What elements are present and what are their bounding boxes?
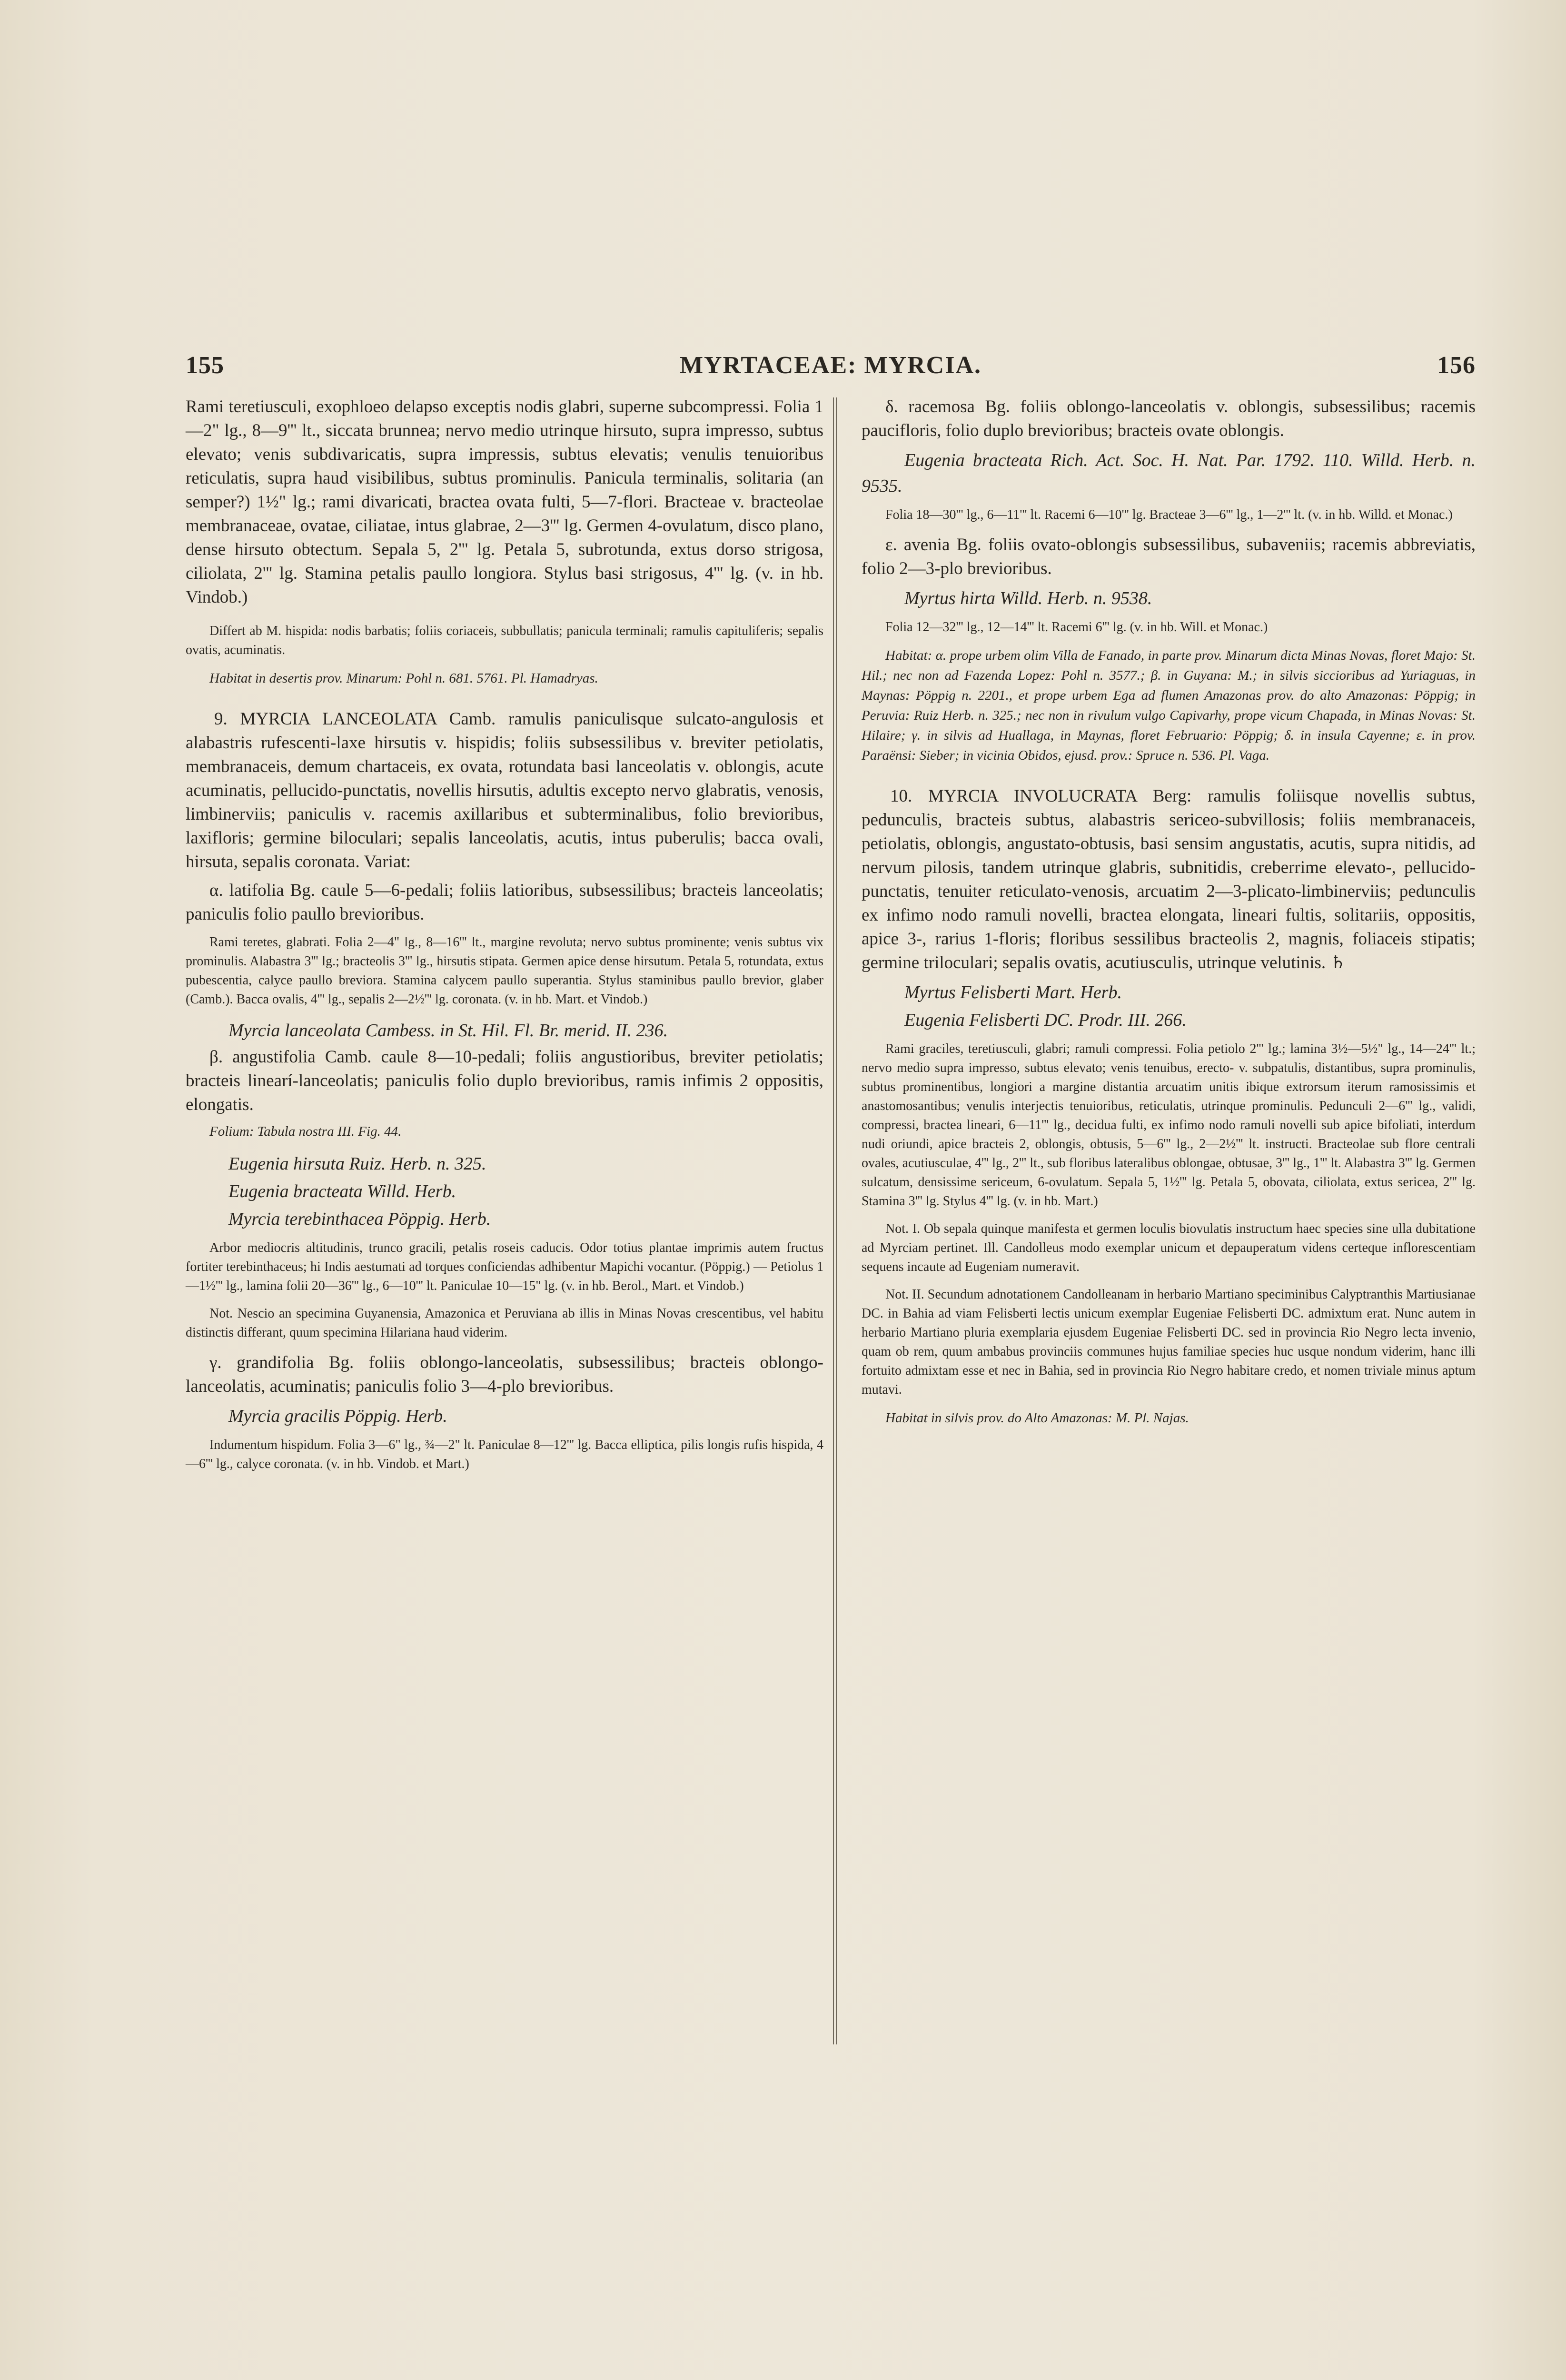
variety-latifolia: α. latifolia Bg. caule 5—6-pedali; foliis latioribus, subsessilibus; bracteis lanceolatis; paniculis folio paullo brevioribus. [186,881,823,924]
variety-avenia: ε. avenia Bg. foliis ovato-oblongis subsessilibus, subaveniis; racemis abbreviatis, folio 2—3-plo brevioribus. [862,535,1476,578]
synonym: Myrcia gracilis Pöppig. Herb. [228,1406,447,1426]
synonym: Myrcia lanceolata Cambess. in St. Hil. Fl. Br. merid. II. 236. [228,1021,668,1041]
synonym: Eugenia hirsuta Ruiz. Herb. n. 325. [228,1154,486,1174]
running-title: MYRTACEAE: MYRCIA. [679,352,982,379]
habitat-note: Habitat in desertis prov. Minarum: Pohl n. 681. 5761. Pl. Hamadryas. [209,671,598,686]
variety-description: Folia 12—32''' lg., 12—14''' lt. Racemi 6''' lg. (v. in hb. Will. et Monac.) [885,620,1268,635]
column-divider [833,397,837,2044]
synonym: Myrtus Felisberti Mart. Herb. [904,982,1122,1002]
note-paragraph: Not. Nescio an specimina Guyanensia, Amazonica et Peruviana ab illis in Minas Novas crescentibus, vel habitu distinctis differant, quum specimina Hilariana haud viderim. [186,1306,823,1340]
description-paragraph: Rami teretiusculi, exophloeo delapso exceptis nodis glabri, superne subcompressi. Folia 1—2" lg., 8—9''' lt., siccata brunnea; nervo medio utrinque hirsuto, supra impresso, subtus elevato; venis subdivaricatis, supra impressis, subtus elevatis; venulis tenuioribus reticulatis, supra haud visibilibus, subtus prominulis. Panicula terminalis, solitaria (an semper?) 1½" lg.; rami divaricati, bractea ovata fulti, 5—7-flori. Bracteae v. bracteolae membranaceae, ovatae, ciliatae, intus glabrae, 2—3''' lg. Germen 4-ovulatum, disco plano, dense hirsuto obtectum. Sepala 5, 2''' lg. Petala 5, subrotunda, extus dorso strigosa, ciliolata, 2''' lg. Stamina petalis paullo longiora. Stylus basi strigosus, 4''' lg. (v. in hb. Vindob.) [186,397,823,607]
variety-angustifolia: β. angustifolia Camb. caule 8—10-pedali; foliis angustioribus, breviter petiolatis; bracteis linearí-lanceolatis; paniculis folio duplo brevioribus, ramis infimis 2 oppositis, elongatis. [186,1047,823,1114]
page-number-right: 156 [1437,352,1476,379]
note-paragraph: Not. I. Ob sepala quinque manifesta et germen loculis biovulatis instructum haec species sine ulla dubitatione ad Myrciam pertinet. Ill. Candolleus modo exemplar unicum et depauperatum videns certeque inflorescentiam sequens incaute ad Eugeniam numeravit. [862,1221,1476,1274]
differential-note: Differt ab M. hispida: nodis barbatis; foliis coriaceis, subbullatis; panicula terminali; ramulis capituliferis; sepalis ovatis, acuminatis. [186,624,823,657]
variety-description: Indumentum hispidum. Folia 3—6" lg., ¾—2" lt. Paniculae 8—12''' lg. Bacca elliptica, pilis longis rufis hispida, 4—6''' lg., calyce coronata. (v. in hb. Vindob. et Mart.) [186,1438,823,1471]
synonym: Eugenia bracteata Rich. Act. Soc. H. Nat. Par. 1792. 110. Willd. Herb. n. 9535. [862,450,1476,496]
running-header [186,351,1476,389]
note-paragraph: Not. II. Secundum adnotationem Candolleanam in herbario Martiano speciminibus Calyptranthis Martiusianae DC. in Bahia ad viam Felisberti lectis unicum exemplar Eugeniae Felisberti DC. admixtum erat. Nunc autem in herbario Martiano pluria exemplaria ejusdem Eugeniae Felisberti DC. sed in provincia Rio Negro lecta invenio, quam ob rem, quum ambabus provinciis communes hujus familiae species huc usque nondum viderim, hanc illi fortuito admixtam esse et nec in Bahia, sed in provincia Rio Negro habitare credo, et nomen triviale minus aptum mutavi. [862,1287,1476,1397]
variety-grandifolia: γ. grandifolia Bg. foliis oblongo-lanceolatis, subsessilibus; bracteis oblongo-lanceolatis, acuminatis; paniculis folio 3—4-plo brevioribus. [186,1353,823,1396]
synonym: Myrcia terebinthacea Pöppig. Herb. [228,1209,491,1229]
synonym: Eugenia bracteata Willd. Herb. [228,1181,456,1201]
variety-description: Rami teretes, glabrati. Folia 2—4" lg., 8—16''' lt., margine revoluta; nervo subtus prominente; venis subtus vix prominulis. Alabastra 3''' lg.; bracteolis 3''' lg., hirsutis stipata. Germen apice dense hirsutum. Petala 5, rotundata, extus pubescentia, calyce paullo breviora. Stamina calycem paullo superantia. Stylus staminibus paullo brevior, glaber (Camb.). Bacca ovalis, 4''' lg., sepalis 2—2½''' lg. coronata. (v. in hb. Mart. et Vindob.) [186,935,823,1007]
species-heading-lanceolata: 9. MYRCIA LANCEOLATA Camb. ramulis paniculisque sulcato-angulosis et alabastris rufescenti-laxe hirsutis v. hispidis; foliis subsessilibus v. breviter petiolatis, membranaceis, demum chartaceis, ex ovata, rotundata basi lanceolatis v. oblongis, acute acuminatis, pellucido-punctatis, novellis hirsutis, adultis excepto nervo glabratis, venosis, limbinerviis; paniculis v. racemis axillaribus et subterminalibus, folio brevioribus, laxifloris; germine biloculari; sepalis lanceolatis, acutis, intus puberulis; bacca ovali, hirsuta, sepalis coronata. Variat: [186,709,823,872]
species-description: Rami graciles, teretiusculi, glabri; ramuli compressi. Folia petiolo 2''' lg.; lamina 3½—5½" lg., 14—24''' lt.; nervo medio supra impresso, subtus elevato; venis tenuibus, erecto- v. subpatulis, distantibus, supra prominulis, subtus prominentibus, longiori a margine distantia arcuatim unitis ibique extrorsum iterum ramosissimis et anastomosantibus; venulis interjectis tenuioribus, reticulatis, utrinque prominulis. Pedunculi 2—6''' lg., validi, compressi, bractea lineari, 6—11''' lg., decidua fulti, ex infimo nodo ramuli novelli sub apice bifoliati, interdum nudi oriundi, apice bracteis 2, oblongis, obtusis, 5—6''' lg., 2—2½''' lt. instructi. Bracteolae sub flore centrali ovales, acutiusculae, 4''' lg., 2''' lt., sub floribus lateralibus oblongae, obtusae, 3''' lg., 1''' lt. Alabastra 3''' lg. Germen sulcatum, densissime sericeum, 6-ovulatum. Sepala 5, 1½''' lg. Petala 5, obovata, ciliolata, extus sericea, 2''' lg. Stamina 3''' lg. Stylus 4''' lg. (v. in hb. Mart.) [862,1041,1476,1209]
right-column [862,395,1476,1438]
variety-description: Arbor mediocris altitudinis, trunco gracili, petalis roseis caducis. Odor totius plantae imprimis autem fructus fortiter terebinthaceus; hi Indis aestumati ad torques conficiendas adhibentur Mapichi vocantur. (Pöppig.) — Petiolus 1—1½''' lg., lamina folii 20—36''' lg., 6—10''' lt. Paniculae 10—15" lg. (v. in hb. Berol., Mart. et Vindob.) [186,1240,823,1293]
figure-reference: Folium: Tabula nostra III. Fig. 44. [209,1124,402,1139]
page-number-left: 155 [186,352,224,379]
synonym: Myrtus hirta Willd. Herb. n. 9538. [904,588,1152,608]
species-heading-involucrata: 10. MYRCIA INVOLUCRATA Berg: ramulis foliisque novellis subtus, pedunculis, bracteis subtus, alabastris sericeo-subvillosis; foliis membranaceis, petiolatis, oblongis, angustato-obtusis, basi sensim angustatis, acutis, supra nitidis, ad nervum pilosis, tandem utrinque glabris, subnitidis, creberrime elevato-, pellucido-punctatis, tenuiter reticulato-venosis, arcuatim 2—3-plicato-limbinerviis; pedunculis ex infimo nodo ramuli novelli, bractea elongata, lineari fultis, solitariis, oppositis, apice 3-, rarius 1-floris; floribus sessilibus bracteolis 2, magnis, foliaceis stipatis; germine triloculari; sepalis ovatis, acutiusculis, utrinque velutinis. ♄ [862,786,1476,972]
habitat-note: Habitat in silvis prov. do Alto Amazonas: M. Pl. Najas. [885,1410,1189,1426]
left-column [186,395,823,1482]
variety-racemosa: δ. racemosa Bg. foliis oblongo-lanceolatis v. oblongis, subsessilibus; racemis paucifloris, folio duplo brevioribus; bracteis ovate oblongis. [862,397,1476,440]
habitat-note: Habitat: α. prope urbem olim Villa de Fanado, in parte prov. Minarum dicta Minas Novas, floret Majo: St. Hil.; nec non ad Fazenda Lopez: Pohl n. 3577.; β. in Guyana: M.; in silvis siccioribus ad Yuriaguas, in Maynas: Pöppig n. 2201., et prope urbem Ega ad flumen Amazonas prov. do alto Amazonas: Pöppig; in Peruvia: Ruiz Herb. n. 325.; nec non in rivulum vulgo Capivarhy, prope vicum Chapada, in Minas Novas: St. Hilaire; γ. in silvis ad Huallaga, in Maynas, floret Februario: Pöppig; δ. in insula Cayenne; ε. in prov. Paraënsi: Sieber; in vicinia Obidos, ejusd. prov.: Spruce n. 536. Pl. Vaga. [862,648,1476,763]
variety-description: Folia 18—30''' lg., 6—11''' lt. Racemi 6—10''' lg. Bracteae 3—6''' lg., 1—2''' lt. (v. in hb. Willd. et Monac.) [885,507,1453,522]
synonym: Eugenia Felisberti DC. Prodr. III. 266. [904,1010,1187,1030]
